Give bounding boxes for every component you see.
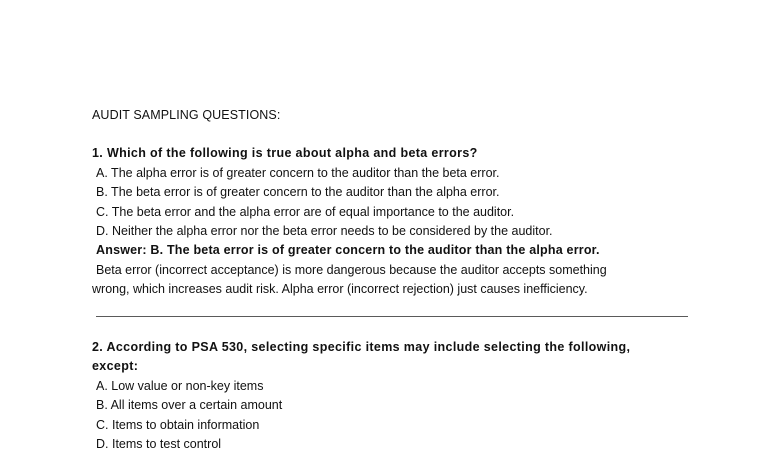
question-2-option-a: A. Low value or non-key items [96, 378, 264, 393]
question-1-explanation-line-1: Beta error (incorrect acceptance) is more dangerous because the auditor accepts something [96, 262, 607, 277]
question-2-title-line-1: 2. According to PSA 530, selecting specific items may include selecting the following, [92, 340, 631, 354]
section-divider [96, 316, 688, 317]
question-1-title: 1. Which of the following is true about alpha and beta errors? [92, 146, 478, 161]
question-2-option-d: D. Items to test control [96, 437, 222, 452]
spacer [92, 125, 692, 144]
question-1-option-a: A. The alpha error is of greater concern to the auditor than the beta error. [96, 165, 500, 180]
question-1-answer: Answer: B. The beta error is of greater concern to the auditor than the alpha error. [96, 243, 600, 258]
question-1-option-c: C. The beta error and the alpha error are of equal importance to the auditor. [96, 204, 515, 219]
question-1-explanation-line-2: wrong, which increases audit risk. Alpha error (incorrect rejection) just causes inefficiency. [92, 282, 588, 297]
question-1-option-b: B. The beta error is of greater concern to the auditor than the alpha error. [96, 185, 500, 200]
question-2-option-c: C. Items to obtain information [96, 417, 260, 432]
question-1-option-d: D. Neither the alpha error nor the beta error needs to be considered by the auditor. [96, 224, 553, 239]
document-heading: AUDIT SAMPLING QUESTIONS: [92, 108, 281, 122]
question-1-section [92, 106, 692, 300]
question-2-section [92, 338, 692, 454]
question-2-option-b: B. All items over a certain amount [96, 398, 283, 413]
question-2-title-line-2: except: [92, 359, 139, 374]
